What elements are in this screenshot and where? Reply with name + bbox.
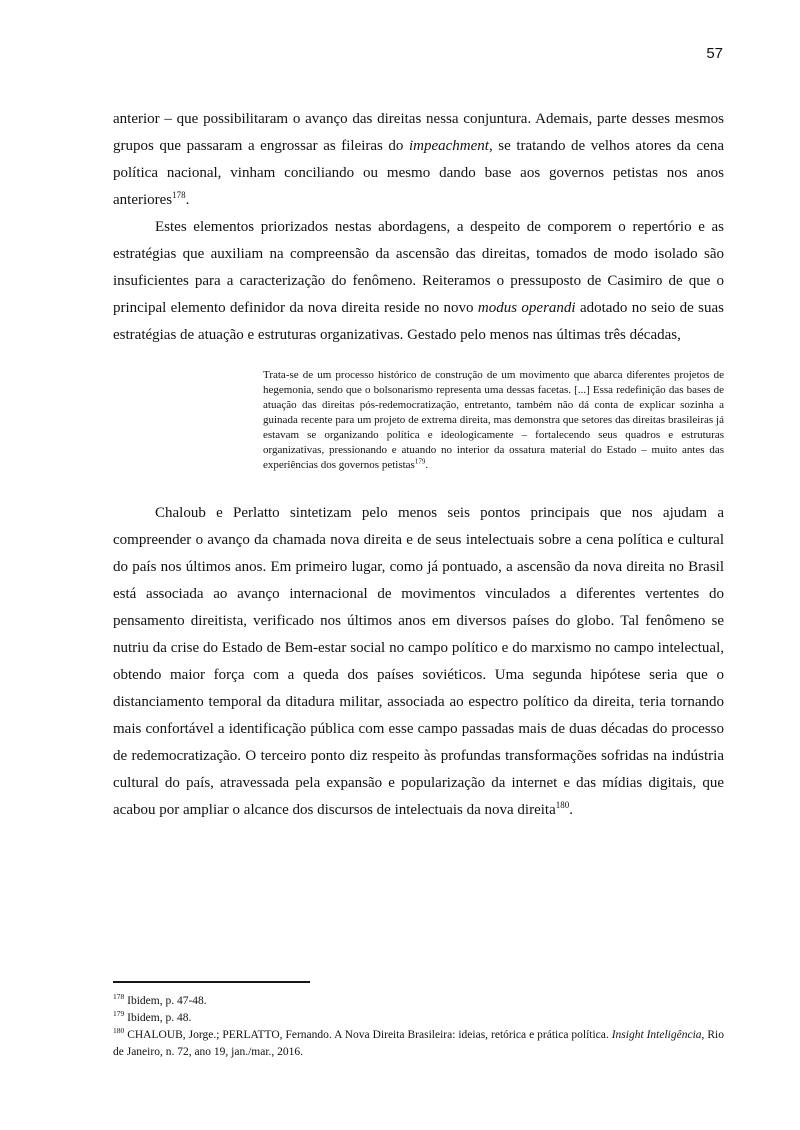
footnote-180 bbox=[113, 1027, 724, 1061]
footnote-ref-180: 180 bbox=[555, 800, 570, 810]
text-run: Trata-se de um processo histórico de construção de um movimento que abarca diferentes projetos de hegemonia, sendo que o bolsonarismo representa uma dessas facetas. [...] Essa redefinição das bases de atuação das direitas pós-redemocratização, entretanto, também não dá conta de explicar sozinha a guinada recente para um projeto de extrema direita, mas demonstra que setores das direitas brasileiras já estavam se organizando política e ideologicamente – fortalecendo seus quadros e estruturas organizativas, pressionando e atuando no interior da ossatura material do Estado – muito antes das experiências dos governos petistas bbox=[263, 369, 724, 471]
paragraph-continuation bbox=[113, 106, 724, 214]
text-run: . bbox=[569, 802, 573, 818]
text-run: . bbox=[185, 192, 190, 208]
text-run: anterior – que possibilitaram o avanço das direitas nessa conjuntura. Ademais, parte desses mesmos grupos que passaram a engrossar as fileiras do bbox=[113, 111, 724, 154]
footnotes-section bbox=[113, 981, 724, 1061]
block-quote bbox=[263, 368, 724, 473]
paragraph-2 bbox=[113, 214, 724, 349]
text-run: Estes elementos priorizados nestas abordagens, a despeito de comporem o repertório e as estratégias que auxiliam na compreensão da ascensão das direitas, tomados de modo isolado são insuficientes para a caracterização do fenômeno. Reiteramos o pressuposto de Casimiro de que o principal elemento definidor da nova direita reside no novo bbox=[113, 219, 724, 316]
text-run: adotado no seio de suas estratégias de atuação e estruturas organizativas. Gestado pelo menos nas últimas três décadas, bbox=[113, 300, 724, 343]
footnote-text: , Rio de Janeiro, n. 72, ano 19, jan./mar., 2016. bbox=[113, 1029, 724, 1058]
footnote-text: Ibidem, p. 47-48. bbox=[124, 995, 207, 1007]
footnote-separator bbox=[113, 981, 310, 983]
footnote-marker-180: 180 bbox=[113, 1026, 125, 1036]
footnote-179 bbox=[113, 1010, 724, 1027]
footnote-marker-179: 179 bbox=[113, 1009, 125, 1019]
footnote-ref-179: 179 bbox=[414, 457, 426, 466]
paragraph-3 bbox=[113, 500, 724, 824]
page-number: 57 bbox=[706, 45, 723, 62]
text-run: . bbox=[425, 459, 429, 471]
text-run: Chaloub e Perlatto sintetizam pelo menos seis pontos principais que nos ajudam a compreender o avanço da chamada nova direita e de seus intelectuais sobre a cena política e cultural do país nos últimos anos. Em primeiro lugar, como já pontuado, a ascensão da nova direita no Brasil está associada ao avanço internacional de movimentos vinculados a diferentes vertentes do pensamento direitista, verificado nos últimos anos em diversos países do globo. Tal fenômeno se nutriu da crise do Estado de Bem-estar social no campo político e do marxismo no campo intelectual, obtendo maior força com a queda dos países soviéticos. Uma segunda hipótese seria que o distanciamento temporal da ditadura militar, associada ao espectro político da direita, teria tornando mais confortável a identificação pública com esse campo passadas mais de duas décadas do processo de redemocratização. O terceiro ponto diz respeito às profundas transformações sofridas na indústria cultural do país, atravessada pela expansão e popularização da internet e das mídias digitais, que acabou por ampliar o alcance dos discursos de intelectuais da nova direita bbox=[113, 505, 724, 818]
text-run: , se tratando de velhos atores da cena política nacional, vinham conciliando ou mesmo dando base aos governos petistas nos anos anteriores bbox=[113, 138, 724, 208]
journal-title-italic: Insight Inteligência bbox=[611, 1029, 702, 1041]
footnote-text: CHALOUB, Jorge.; PERLATTO, Fernando. A Nova Direita Brasileira: ideias, retórica e prática política. bbox=[124, 1029, 612, 1041]
footnote-178 bbox=[113, 993, 724, 1010]
footnote-ref-178: 178 bbox=[172, 190, 186, 200]
italic-term: modus operandi bbox=[477, 300, 576, 316]
page-body bbox=[113, 106, 724, 824]
footnote-marker-178: 178 bbox=[113, 992, 125, 1002]
footnote-text: Ibidem, p. 48. bbox=[124, 1012, 192, 1024]
italic-term: impeachment bbox=[408, 138, 489, 154]
